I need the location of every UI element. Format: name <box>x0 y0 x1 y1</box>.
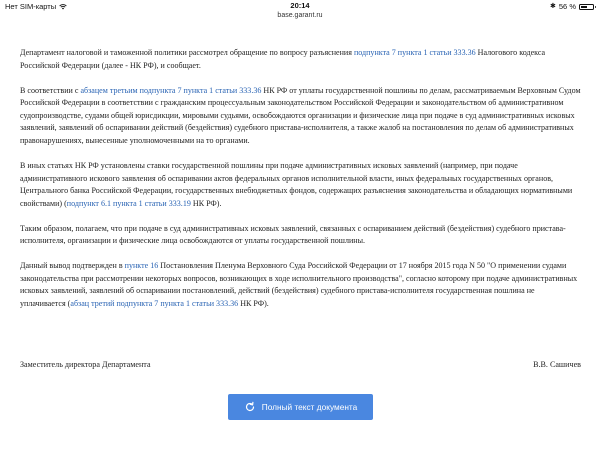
carrier-label: Нет SIM-карты <box>5 2 57 11</box>
refresh-icon <box>244 401 256 413</box>
text: Налогового кодекса Российской Федерации (далее - НК РФ), и сообщает. <box>20 48 546 70</box>
paragraph-3 <box>20 160 582 210</box>
signatory-title: Заместитель директора Департамента <box>20 360 151 369</box>
battery-icon <box>579 4 594 10</box>
url-text: base.garant.ru <box>277 12 323 19</box>
text: НК РФ). <box>190 198 222 208</box>
paragraph-1 <box>20 47 582 72</box>
text: В иных статьях НК РФ установлены ставки государственной пошлины при подаче административных исковых заявлений (например, при подаче административного искового заявления об оспаривании актов федеральных органов исполнительной власти, иных федеральных государственных органов, Центрального банка Российской Федерации, государственных внебюджетных фондов, содержащих разъяснения законодательства и обладающих нормативными свойствами) ( <box>20 160 573 208</box>
signatory-name: В.В. Сашичев <box>533 360 581 369</box>
status-bar <box>0 0 600 12</box>
status-time: 20:14 <box>290 1 310 10</box>
text: Данный вывод подтвержден в <box>20 261 125 271</box>
status-right <box>550 2 594 11</box>
battery-fill <box>581 6 587 8</box>
paragraph-4 <box>20 223 582 248</box>
document-body <box>20 47 582 323</box>
text: Департамент налоговой и таможенной политики рассмотрел обращение по вопросу разъяснения <box>20 48 354 57</box>
text: Постановления Пленума Верховного Суда Российской Федерации от 17 ноября 2015 года N 50 "О применении судами законодательства при рассмотрении некоторых вопросов, возникающих в ходе исполнительного производства", согласно которому при подаче административных исковых заявлений, заявлений об оспаривании постановлений, действий (бездействия) судебного пристава-исполнителя государственная пошлина не уплачивается ( <box>20 261 578 309</box>
link-point-16[interactable]: пункте 16 <box>124 261 159 271</box>
paragraph-2 <box>20 85 582 148</box>
text: НК РФ от уплаты государственной пошлины по делам, рассматриваемым Верховным Судом Российской Федерации в соответствии с гражданским процессуальным законодательством Российской Федерации и законодательством об административном судопроизводстве, судами общей юрисдикции, мировыми судьями, освобождаются организации и физические лица при подаче в суд административных исковых заявлений, заявлений об оспаривании действий (бездействия) судебного пристава-исполнителя, а также жалоб на постановления по делам об административных правонарушениях, вынесенные уполномоченными на то органами. <box>20 85 581 145</box>
link-third-paragraph-2[interactable]: абзац третий подпункта 7 пункта 1 статьи 333.36 <box>70 299 239 309</box>
full-text-button[interactable] <box>228 394 373 420</box>
link-third-paragraph[interactable]: абзацем третьим подпункта 7 пункта 1 статьи 333.36 <box>80 85 262 95</box>
text: Таким образом, полагаем, что при подаче в суд административных исковых заявлений, связанных с оспариванием действий (бездействия) судебного пристава-исполнителя, организации и физические лица освобождаются от уплаты государственной пошлины. <box>20 223 566 246</box>
text: НК РФ). <box>238 299 269 309</box>
url-bar[interactable] <box>0 12 600 24</box>
paragraph-5 <box>20 260 582 310</box>
text: В соответствии с <box>20 85 81 95</box>
full-text-button-label: Полный текст документа <box>261 402 358 412</box>
link-subparagraph-7[interactable]: подпункта 7 пункта 1 статьи 333.36 <box>353 48 476 57</box>
link-subparagraph-6-1[interactable]: подпункт 6.1 пункта 1 статьи 333.19 <box>66 198 191 208</box>
bluetooth-icon: ✱ <box>550 3 556 10</box>
battery-percent: 56 % <box>558 2 576 11</box>
